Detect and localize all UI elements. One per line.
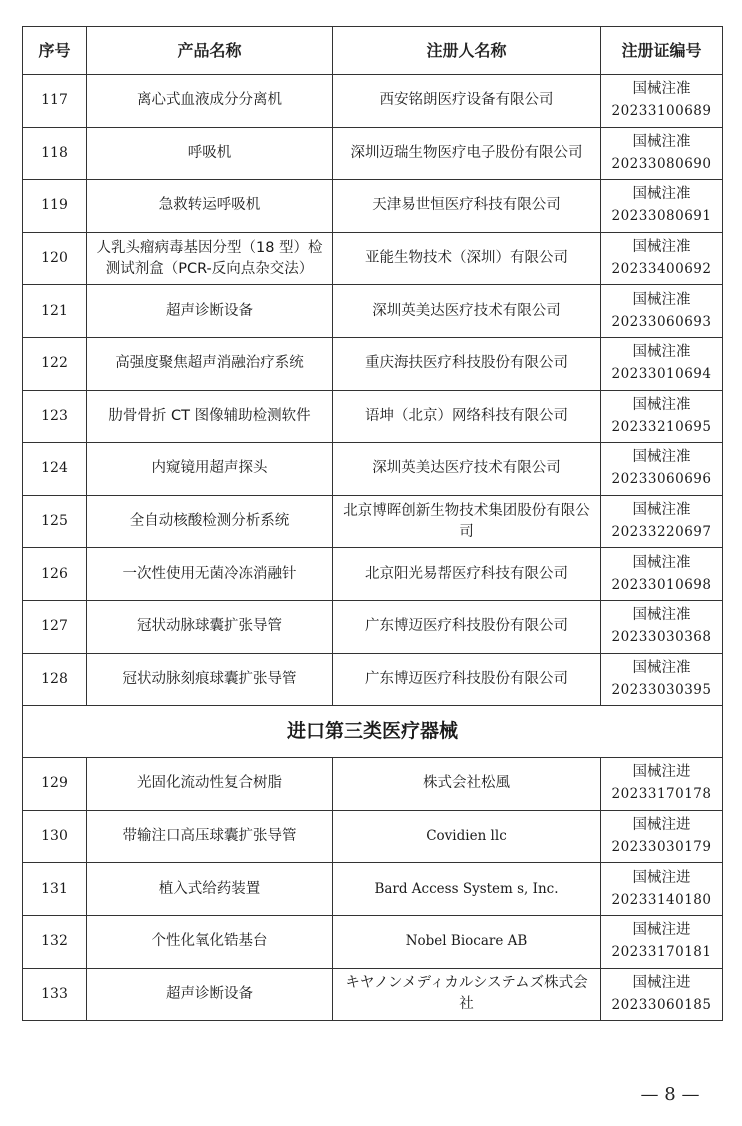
serial-number: 118 — [23, 128, 87, 181]
device-registration-table — [22, 26, 723, 1021]
registration-code: 20233060696 — [611, 471, 712, 488]
table-row — [23, 969, 723, 1022]
table-row — [23, 758, 723, 811]
product-name: 带输注口高压球囊扩张导管 — [87, 811, 333, 864]
registration-code: 20233170181 — [611, 944, 712, 961]
table-row — [23, 391, 723, 444]
registrant-name: 深圳迈瑞生物医疗电子股份有限公司 — [333, 128, 601, 181]
registration-code: 20233140180 — [611, 891, 712, 908]
product-name: 离心式血液成分分离机 — [87, 75, 333, 128]
section-title: 进口第三类医疗器械 — [23, 706, 723, 758]
serial-number: 132 — [23, 916, 87, 969]
section-row — [23, 706, 723, 758]
registration-prefix: 国械注准 — [632, 554, 691, 571]
product-name: 冠状动脉刻痕球囊扩张导管 — [87, 654, 333, 707]
header-product-name: 产品名称 — [87, 27, 333, 75]
registration-prefix: 国械注进 — [632, 922, 691, 939]
registration-number — [601, 758, 723, 811]
registration-code: 20233220697 — [611, 524, 712, 541]
table-row — [23, 128, 723, 181]
registration-number — [601, 601, 723, 654]
registration-number — [601, 233, 723, 286]
registration-code: 20233030395 — [611, 681, 712, 698]
registrant-name: 深圳英美达医疗技术有限公司 — [333, 443, 601, 496]
registration-prefix: 国械注准 — [632, 291, 691, 308]
registrant-name: 西安铭朗医疗设备有限公司 — [333, 75, 601, 128]
registration-prefix: 国械注进 — [632, 974, 691, 991]
registration-code: 20233170178 — [611, 786, 712, 803]
import-rows — [23, 758, 723, 1021]
serial-number: 126 — [23, 548, 87, 601]
product-name: 植入式给药装置 — [87, 863, 333, 916]
serial-number: 127 — [23, 601, 87, 654]
serial-number: 131 — [23, 863, 87, 916]
serial-number: 125 — [23, 496, 87, 549]
registration-prefix: 国械注准 — [632, 502, 691, 519]
serial-number: 130 — [23, 811, 87, 864]
product-name: 光固化流动性复合树脂 — [87, 758, 333, 811]
table-header-row — [23, 27, 723, 75]
registration-number — [601, 811, 723, 864]
registrant-name: 北京阳光易帮医疗科技有限公司 — [333, 548, 601, 601]
domestic-rows — [23, 75, 723, 706]
product-name: 超声诊断设备 — [87, 969, 333, 1022]
registration-number — [601, 969, 723, 1022]
registration-code: 20233060185 — [611, 996, 712, 1013]
registrant-name: 天津易世恒医疗科技有限公司 — [333, 180, 601, 233]
serial-number: 117 — [23, 75, 87, 128]
table-row — [23, 548, 723, 601]
registration-code: 20233080690 — [611, 155, 712, 172]
product-name: 内窥镜用超声探头 — [87, 443, 333, 496]
registration-prefix: 国械注准 — [632, 133, 691, 150]
registration-number — [601, 338, 723, 391]
registrant-name: 广东博迈医疗科技股份有限公司 — [333, 601, 601, 654]
table-row — [23, 233, 723, 286]
registration-prefix: 国械注准 — [632, 396, 691, 413]
registrant-name: Covidien llc — [333, 811, 601, 864]
registration-code: 20233400692 — [611, 261, 712, 278]
registrant-name: Nobel Biocare AB — [333, 916, 601, 969]
serial-number: 123 — [23, 391, 87, 444]
registrant-name: 广东博迈医疗科技股份有限公司 — [333, 654, 601, 707]
registration-code: 20233210695 — [611, 418, 712, 435]
registration-number — [601, 75, 723, 128]
registrant-name: 北京博晖创新生物技术集团股份有限公司 — [333, 496, 601, 549]
table-row — [23, 601, 723, 654]
product-name: 急救转运呼吸机 — [87, 180, 333, 233]
serial-number: 128 — [23, 654, 87, 707]
product-name: 高强度聚焦超声消融治疗系统 — [87, 338, 333, 391]
header-registrant-name: 注册人名称 — [333, 27, 601, 75]
table-row — [23, 338, 723, 391]
serial-number: 119 — [23, 180, 87, 233]
product-name: 呼吸机 — [87, 128, 333, 181]
registration-number — [601, 654, 723, 707]
page-number: — 8 — — [640, 1084, 700, 1105]
registration-code: 20233030368 — [611, 629, 712, 646]
product-name: 超声诊断设备 — [87, 285, 333, 338]
registrant-name: 亚能生物技术（深圳）有限公司 — [333, 233, 601, 286]
header-serial-number: 序号 — [23, 27, 87, 75]
registration-number — [601, 496, 723, 549]
registration-prefix: 国械注准 — [632, 659, 691, 676]
registration-prefix: 国械注准 — [632, 81, 691, 98]
registration-number — [601, 285, 723, 338]
registration-prefix: 国械注准 — [632, 186, 691, 203]
registration-prefix: 国械注准 — [632, 607, 691, 624]
product-name: 肋骨骨折 CT 图像辅助检测软件 — [87, 391, 333, 444]
registration-number — [601, 128, 723, 181]
registration-number — [601, 863, 723, 916]
registration-number — [601, 548, 723, 601]
registration-prefix: 国械注准 — [632, 239, 691, 256]
registrant-name: 深圳英美达医疗技术有限公司 — [333, 285, 601, 338]
product-name: 冠状动脉球囊扩张导管 — [87, 601, 333, 654]
registration-code: 20233010698 — [611, 576, 712, 593]
serial-number: 129 — [23, 758, 87, 811]
registration-prefix: 国械注进 — [632, 817, 691, 834]
table-row — [23, 811, 723, 864]
registration-prefix: 国械注进 — [632, 869, 691, 886]
table-row — [23, 443, 723, 496]
registration-code: 20233080691 — [611, 208, 712, 225]
registration-number — [601, 916, 723, 969]
product-name: 全自动核酸检测分析系统 — [87, 496, 333, 549]
product-name: 个性化氧化锆基台 — [87, 916, 333, 969]
serial-number: 124 — [23, 443, 87, 496]
registrant-name: Bard Access System s, Inc. — [333, 863, 601, 916]
table-row — [23, 75, 723, 128]
registration-number — [601, 391, 723, 444]
table-row — [23, 285, 723, 338]
table-row — [23, 180, 723, 233]
header-registration-number: 注册证编号 — [601, 27, 723, 75]
registrant-name: 语坤（北京）网络科技有限公司 — [333, 391, 601, 444]
registration-prefix: 国械注准 — [632, 344, 691, 361]
product-name: 人乳头瘤病毒基因分型（18 型）检测试剂盒（PCR-反向点杂交法） — [87, 233, 333, 286]
table-row — [23, 916, 723, 969]
registration-code: 20233010694 — [611, 366, 712, 383]
product-name: 一次性使用无菌冷冻消融针 — [87, 548, 333, 601]
registrant-name: 重庆海扶医疗科技股份有限公司 — [333, 338, 601, 391]
table-row — [23, 654, 723, 707]
registrant-name: キヤノンメディカルシステムズ株式会社 — [333, 969, 601, 1022]
serial-number: 122 — [23, 338, 87, 391]
registration-prefix: 国械注进 — [632, 764, 691, 781]
registration-number — [601, 180, 723, 233]
registrant-name: 株式会社松風 — [333, 758, 601, 811]
serial-number: 120 — [23, 233, 87, 286]
registration-prefix: 国械注准 — [632, 449, 691, 466]
registration-code: 20233030179 — [611, 839, 712, 856]
serial-number: 133 — [23, 969, 87, 1022]
registration-code: 20233060693 — [611, 313, 712, 330]
table-row — [23, 863, 723, 916]
table-row — [23, 496, 723, 549]
serial-number: 121 — [23, 285, 87, 338]
registration-number — [601, 443, 723, 496]
registration-code: 20233100689 — [611, 103, 712, 120]
